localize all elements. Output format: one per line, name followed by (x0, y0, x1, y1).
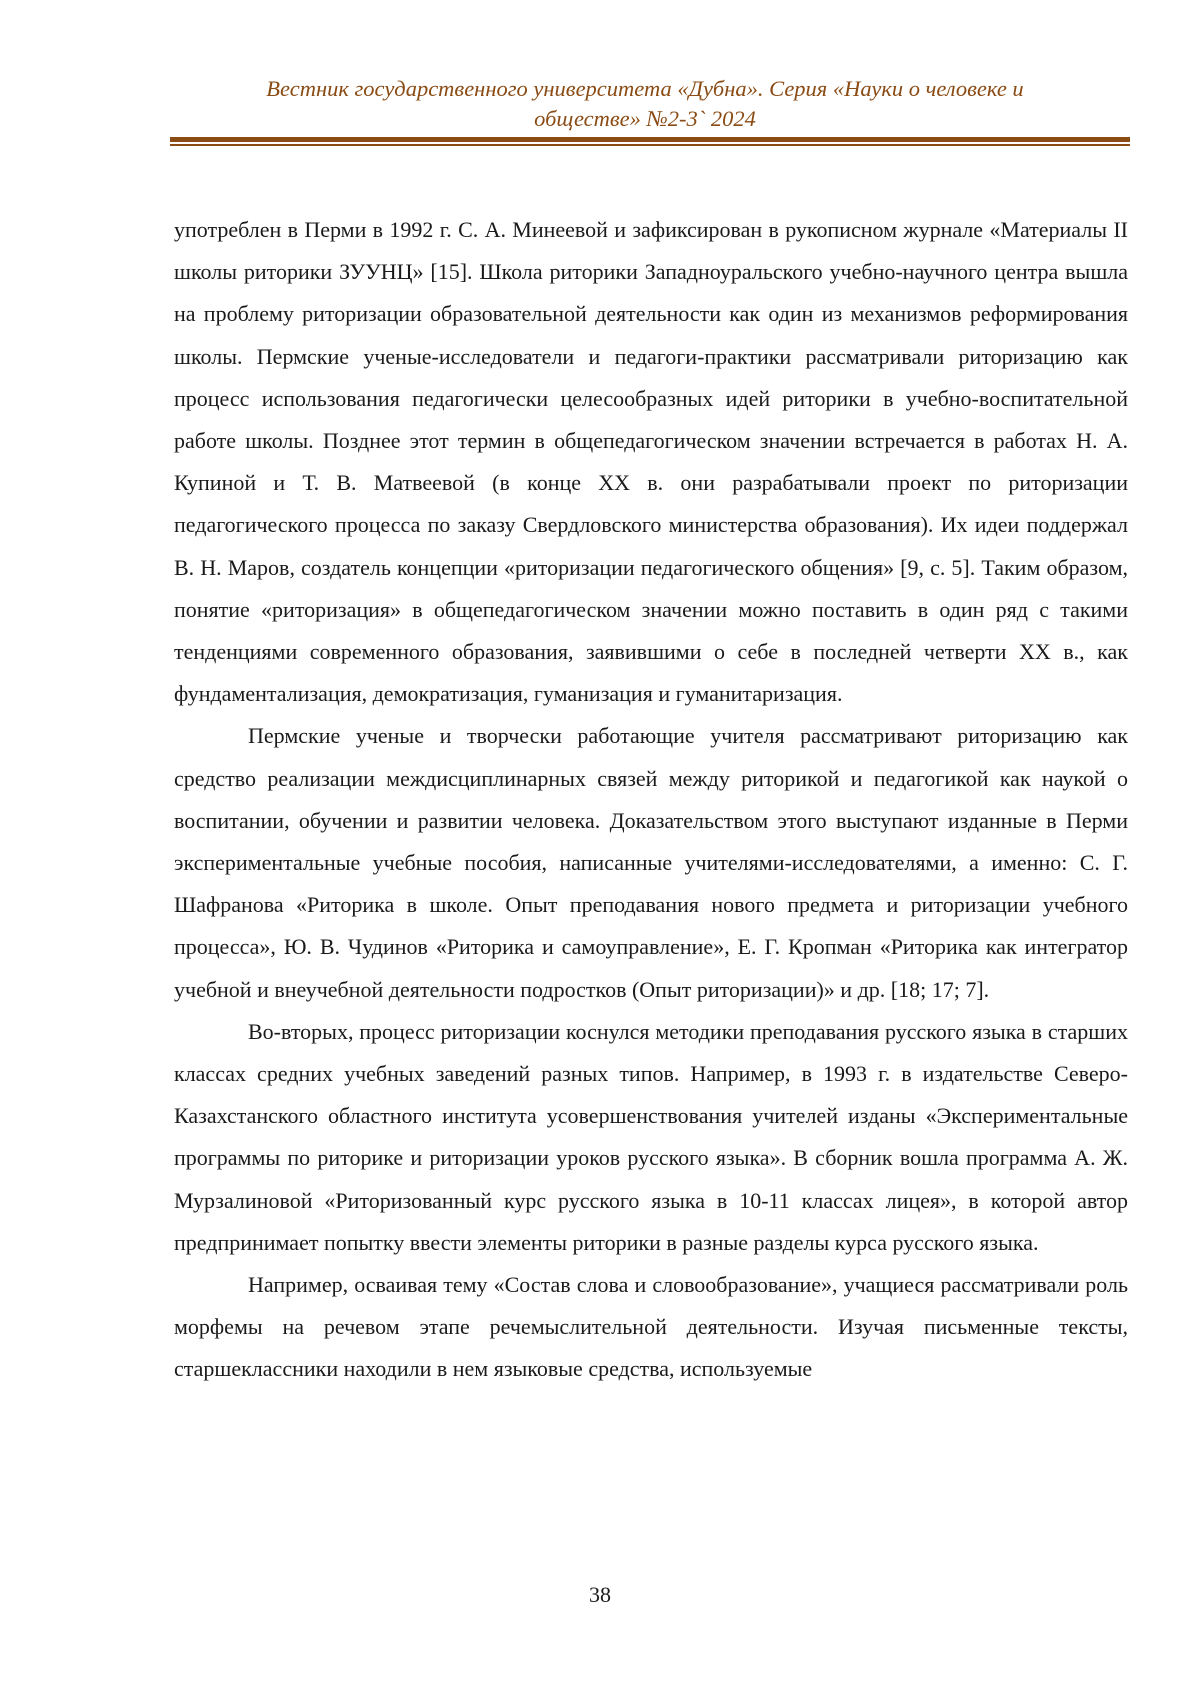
running-header (170, 74, 1120, 134)
journal-title-line-1: Вестник государственного университета «Дубна». Серия «Науки о человеке и (170, 74, 1120, 104)
journal-title-line-2: обществе» №2-3` 2024 (170, 104, 1120, 134)
paragraph: Во-вторых, процесс риторизации коснулся методики преподавания русского языка в старших классах средних учебных заведений разных типов. Например, в 1993 г. в издательстве Северо-Казахстанского областного института усовершенствования учителей изданы «Экспериментальные программы по риторике и риторизации уроков русского языка». В сборник вошла программа А. Ж. Мурзалиновой «Риторизованный курс русского языка в 10-11 классах лицея», в которой автор предпринимает попытку ввести элементы риторики в разные разделы курса русского языка. (174, 1011, 1128, 1264)
page-number: 38 (0, 1582, 1200, 1608)
article-body (174, 209, 1128, 1391)
paragraph: Пермские ученые и творчески работающие учителя рассматривают риторизацию как средство реализации междисциплинарных связей между риторикой и педагогикой как наукой о воспитании, обучении и развитии человека. Доказательством этого выступают изданные в Перми экспериментальные учебные пособия, написанные учителями-исследователями, а именно: С. Г. Шафранова «Риторика в школе. Опыт преподавания нового предмета и риторизации учебного процесса», Ю. В. Чудинов «Риторика и самоуправление», Е. Г. Кропман «Риторика как интегратор учебной и внеучебной деятельности подростков (Опыт риторизации)» и др. [18; 17; 7]. (174, 715, 1128, 1010)
paragraph-continued: употреблен в Перми в 1992 г. С. А. Минеевой и зафиксирован в рукописном журнале «Материалы II школы риторики ЗУУНЦ» [15]. Школа риторики Западноуральского учебно-научного центра вышла на проблему риторизации образовательной деятельности как один из механизмов реформирования школы. Пермские ученые-исследователи и педагоги-практики рассматривали риторизацию как процесс использования педагогически целесообразных идей риторики в учебно-воспитательной работе школы. Позднее этот термин в общепедагогическом значении встречается в работах Н. А. Купиной и Т. В. Матвеевой (в конце XX в. они разрабатывали проект по риторизации педагогического процесса по заказу Свердловского министерства образования). Их идеи поддержал В. Н. Маров, создатель концепции «риторизации педагогического общения» [9, с. 5]. Таким образом, понятие «риторизация» в общепедагогическом значении можно поставить в один ряд с такими тенденциями современного образования, заявившими о себе в последней четверти XX в., как фундаментализация, демократизация, гуманизация и гуманитаризация. (174, 209, 1128, 715)
paragraph: Например, осваивая тему «Состав слова и словообразование», учащиеся рассматривали роль морфемы на речевом этапе речемыслительной деятельности. Изучая письменные тексты, старшеклассники находили в нем языковые средства, используемые (174, 1264, 1128, 1391)
header-rule-thick (170, 137, 1130, 142)
header-rule-thin (170, 144, 1130, 146)
